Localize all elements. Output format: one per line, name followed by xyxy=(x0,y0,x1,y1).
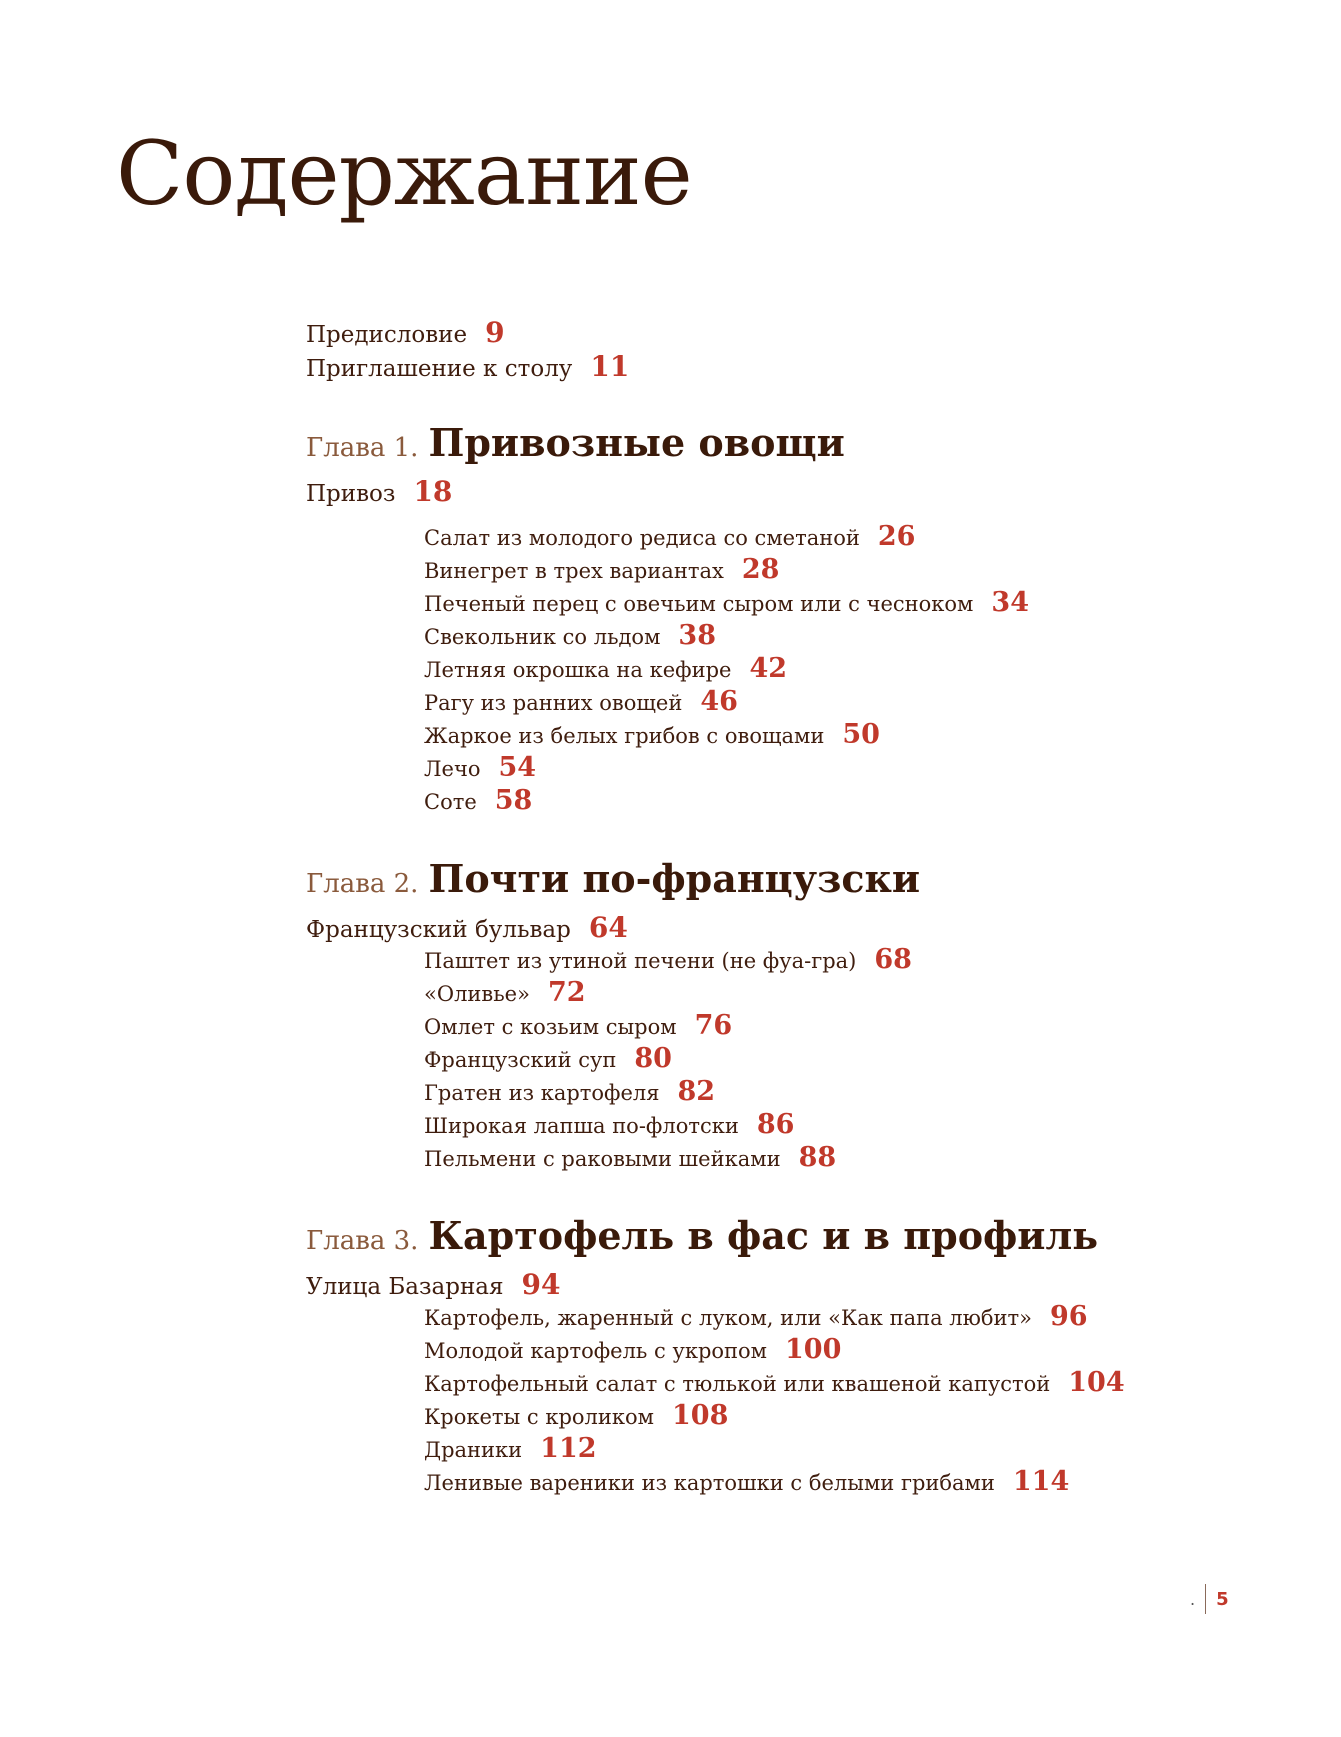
toc-entry-page: 42 xyxy=(749,653,788,684)
toc-entry-page: 68 xyxy=(874,944,912,975)
toc-entry-page: 58 xyxy=(494,785,533,816)
toc-recipe[interactable] xyxy=(424,587,1029,618)
toc-entry-page: 34 xyxy=(991,587,1029,618)
toc-recipe[interactable] xyxy=(424,653,787,684)
toc-entry-page: 72 xyxy=(547,977,586,1008)
toc-entry-page: 114 xyxy=(1012,1466,1070,1497)
page-number: 5 xyxy=(1216,1588,1229,1610)
chapter-name: Картофель в фас и в профиль xyxy=(428,1213,1099,1258)
toc-recipe[interactable] xyxy=(424,620,716,651)
toc-entry-page: 88 xyxy=(798,1142,837,1173)
toc-entry-label: Французский суп xyxy=(424,1048,617,1072)
toc-recipe[interactable] xyxy=(424,785,532,816)
toc-entry-page: 64 xyxy=(588,911,628,944)
toc-recipe[interactable] xyxy=(424,1076,715,1107)
toc-recipe[interactable] xyxy=(424,1043,672,1074)
toc-recipe[interactable] xyxy=(424,1400,728,1431)
toc-entry-page: 100 xyxy=(785,1334,842,1365)
toc-entry-label: Винегрет в трех вариантах xyxy=(424,559,724,583)
chapter-heading-2[interactable] xyxy=(306,856,920,901)
toc-entry-label: Французский бульвар xyxy=(306,917,571,943)
toc-entry-preface[interactable] xyxy=(306,316,505,349)
toc-recipe[interactable] xyxy=(424,1301,1088,1332)
toc-entry-page: 26 xyxy=(877,521,916,552)
toc-entry-page: 80 xyxy=(634,1043,672,1074)
toc-recipe[interactable] xyxy=(424,1367,1125,1398)
toc-recipe[interactable] xyxy=(424,1433,597,1464)
toc-entry-label: Картофельный салат с тюлькой или квашеной капустой xyxy=(424,1372,1051,1396)
toc-entry-label: Предисловие xyxy=(306,322,468,348)
toc-recipe[interactable] xyxy=(424,944,912,975)
toc-entry-label: Широкая лапша по-флотски xyxy=(424,1114,739,1138)
toc-entry-page: 11 xyxy=(590,350,630,383)
toc-recipe[interactable] xyxy=(424,521,915,552)
toc-recipe[interactable] xyxy=(424,554,779,585)
toc-entry-invitation[interactable] xyxy=(306,350,629,383)
toc-entry-page: 54 xyxy=(498,752,537,783)
toc-section[interactable] xyxy=(306,911,628,944)
chapter-prefix: Глава 2. xyxy=(306,869,419,899)
toc-entry-label: Приглашение к столу xyxy=(306,356,573,382)
chapter-heading-1[interactable] xyxy=(306,420,845,465)
toc-recipe[interactable] xyxy=(424,1142,836,1173)
toc-entry-label: Молодой картофель с укропом xyxy=(424,1339,768,1363)
page-title: Содержание xyxy=(116,122,692,225)
toc-recipe[interactable] xyxy=(424,1010,732,1041)
chapter-name: Почти по-французски xyxy=(428,856,921,901)
page-footer xyxy=(1190,1584,1229,1614)
toc-recipe[interactable] xyxy=(424,1334,841,1365)
toc-entry-page: 96 xyxy=(1050,1301,1088,1332)
toc-entry-label: Свекольник со льдом xyxy=(424,625,661,649)
toc-entry-page: 76 xyxy=(694,1010,733,1041)
toc-entry-label: Драники xyxy=(424,1438,523,1462)
toc-entry-label: Картофель, жаренный с луком, или «Как папа любит» xyxy=(424,1306,1033,1330)
chapter-prefix: Глава 3. xyxy=(306,1226,419,1256)
toc-section[interactable] xyxy=(306,1268,561,1301)
toc-entry-page: 9 xyxy=(485,316,505,349)
toc-entry-page: 104 xyxy=(1068,1367,1125,1398)
toc-entry-label: Улица Базарная xyxy=(306,1274,504,1300)
toc-entry-page: 46 xyxy=(700,686,738,717)
toc-entry-page: 108 xyxy=(672,1400,729,1431)
toc-entry-page: 112 xyxy=(540,1433,597,1464)
toc-entry-page: 28 xyxy=(741,554,780,585)
toc-entry-page: 86 xyxy=(756,1109,795,1140)
toc-recipe[interactable] xyxy=(424,1466,1069,1497)
toc-entry-page: 50 xyxy=(842,719,880,750)
toc-entry-label: Паштет из утиной печени (не фуа-гра) xyxy=(424,949,857,973)
toc-recipe[interactable] xyxy=(424,977,586,1008)
toc-entry-page: 38 xyxy=(678,620,716,651)
toc-entry-label: Омлет с козьим сыром xyxy=(424,1015,677,1039)
footer-dot: . xyxy=(1190,1589,1196,1609)
toc-entry-page: 94 xyxy=(521,1268,561,1301)
toc-entry-label: Жаркое из белых грибов с овощами xyxy=(424,724,825,748)
toc-entry-label: Летняя окрошка на кефире xyxy=(424,658,732,682)
toc-entry-label: Гратен из картофеля xyxy=(424,1081,660,1105)
footer-divider xyxy=(1205,1584,1206,1614)
toc-entry-label: Соте xyxy=(424,790,477,814)
toc-section[interactable] xyxy=(306,475,452,508)
toc-entry-label: Печеный перец с овечьим сыром или с чесноком xyxy=(424,592,974,616)
toc-recipe[interactable] xyxy=(424,1109,794,1140)
chapter-name: Привозные овощи xyxy=(428,420,845,465)
toc-recipe[interactable] xyxy=(424,752,536,783)
toc-entry-page: 82 xyxy=(677,1076,716,1107)
toc-entry-label: Ленивые вареники из картошки с белыми грибами xyxy=(424,1471,995,1495)
chapter-heading-3[interactable] xyxy=(306,1213,1098,1258)
toc-entry-label: Лечо xyxy=(424,757,481,781)
toc-entry-page: 18 xyxy=(413,475,453,508)
toc-entry-label: Крокеты с кроликом xyxy=(424,1405,654,1429)
toc-recipe[interactable] xyxy=(424,719,880,750)
toc-entry-label: «Оливье» xyxy=(424,982,530,1006)
toc-recipe[interactable] xyxy=(424,686,738,717)
toc-entry-label: Салат из молодого редиса со сметаной xyxy=(424,526,860,550)
toc-entry-label: Пельмени с раковыми шейками xyxy=(424,1147,781,1171)
toc-entry-label: Привоз xyxy=(306,481,396,507)
toc-entry-label: Рагу из ранних овощей xyxy=(424,691,683,715)
chapter-prefix: Глава 1. xyxy=(306,433,419,463)
